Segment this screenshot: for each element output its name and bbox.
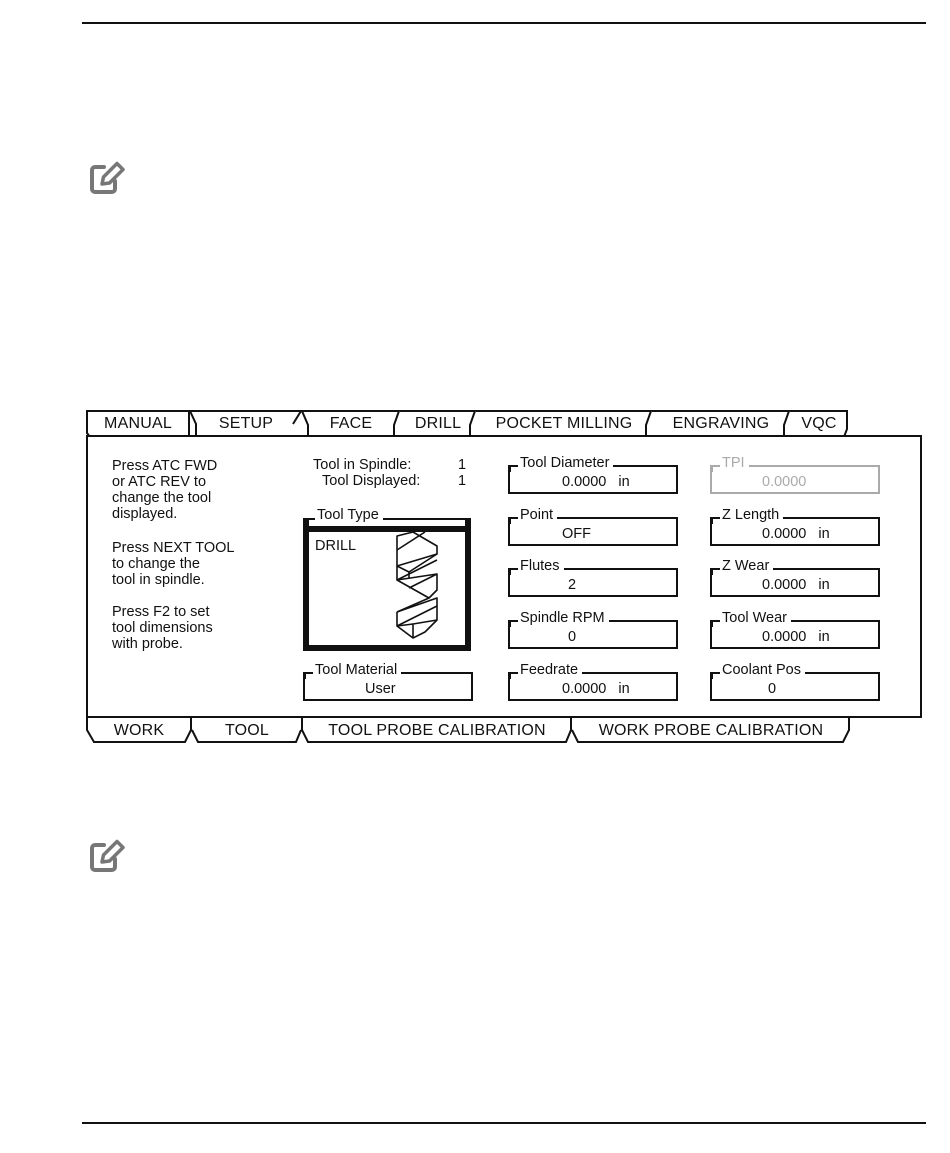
field-tick xyxy=(508,568,511,575)
field-tick xyxy=(303,672,306,679)
tab-label: MANUAL xyxy=(104,415,172,432)
field-tick xyxy=(710,672,713,679)
z-wear-value: 0.0000 in xyxy=(762,577,830,593)
tab-work-probe-calibration[interactable] xyxy=(572,718,850,744)
tab-label: VQC xyxy=(801,415,837,432)
help-text-probe: Press F2 to set tool dimensions with probe. xyxy=(112,604,213,652)
coolant-pos-value: 0 xyxy=(768,681,777,697)
z-wear-label: Z Wear xyxy=(720,558,773,574)
tab-vqc[interactable] xyxy=(790,411,848,437)
tab-label: TOOL xyxy=(224,722,270,739)
tool-displayed-label: Tool Displayed: xyxy=(322,473,421,489)
tab-engraving[interactable] xyxy=(652,411,790,437)
flutes-value: 2 xyxy=(568,577,577,593)
tab-work[interactable] xyxy=(86,718,192,744)
tool-wear-field[interactable] xyxy=(710,610,880,649)
spindle-rpm-value: 0 xyxy=(568,629,577,645)
point-value: OFF xyxy=(562,526,591,542)
tpi-label: TPI xyxy=(720,455,749,471)
coolant-pos-label: Coolant Pos xyxy=(720,662,805,678)
tool-in-spindle-label: Tool in Spindle: xyxy=(313,457,412,473)
tool-diameter-value: 0.0000 in xyxy=(562,474,630,490)
z-length-field[interactable] xyxy=(710,507,880,546)
feedrate-field[interactable] xyxy=(508,662,678,701)
tab-tool[interactable] xyxy=(192,718,302,744)
field-tick xyxy=(710,620,713,627)
field-tick xyxy=(508,672,511,679)
feedrate-label: Feedrate xyxy=(518,662,582,678)
feedrate-value: 0.0000 in xyxy=(562,681,630,697)
tool-diameter-field[interactable] xyxy=(508,455,678,494)
coolant-pos-field[interactable] xyxy=(710,662,880,701)
tab-label: POCKET MILLING xyxy=(495,415,633,432)
tool-displayed-value: 1 xyxy=(458,473,467,489)
tab-label: DRILL xyxy=(414,415,462,432)
field-tick xyxy=(508,465,511,472)
top-tab-strip xyxy=(86,411,926,437)
flutes-field[interactable] xyxy=(508,558,678,597)
field-tick xyxy=(710,465,713,472)
tab-pocket-milling[interactable] xyxy=(476,411,652,437)
tab-label: ENGRAVING xyxy=(672,415,770,432)
note-edit-icon xyxy=(88,160,128,196)
tool-type-label: Tool Type xyxy=(315,507,383,523)
field-tick xyxy=(710,568,713,575)
tab-manual[interactable] xyxy=(86,411,190,437)
z-length-label: Z Length xyxy=(720,507,783,523)
field-tick xyxy=(508,517,511,524)
tab-label: TOOL PROBE CALIBRATION xyxy=(328,722,546,739)
help-text-atc: Press ATC FWD or ATC REV to change the tool displayed. xyxy=(112,458,218,522)
tpi-value: 0.0000 xyxy=(762,474,807,490)
tool-diameter-label: Tool Diameter xyxy=(518,455,613,471)
spindle-rpm-label: Spindle RPM xyxy=(518,610,609,626)
tool-in-spindle-value: 1 xyxy=(458,457,467,473)
help-text-next-tool: Press NEXT TOOL to change the tool in spindle. xyxy=(112,540,235,588)
tab-label: SETUP xyxy=(218,415,274,432)
z-wear-field[interactable] xyxy=(710,558,880,597)
tool-type-value: DRILL xyxy=(315,538,357,554)
field-tick xyxy=(710,517,713,524)
tpi-field xyxy=(710,455,880,494)
tab-label: WORK xyxy=(113,722,165,739)
tab-face[interactable] xyxy=(302,411,400,437)
field-tick xyxy=(508,620,511,627)
tab-setup[interactable] xyxy=(190,411,302,437)
flutes-label: Flutes xyxy=(518,558,564,574)
drill-bit-icon xyxy=(389,532,445,644)
tab-drill[interactable] xyxy=(400,411,476,437)
point-label: Point xyxy=(518,507,557,523)
tab-label: FACE xyxy=(329,415,373,432)
footer-rule xyxy=(82,1122,926,1124)
tool-type-box[interactable] xyxy=(303,507,471,651)
tool-material-value: User xyxy=(365,681,396,697)
tool-type-divider xyxy=(303,526,471,532)
spindle-rpm-field[interactable] xyxy=(508,610,678,649)
point-field[interactable] xyxy=(508,507,678,546)
tool-material-field[interactable] xyxy=(303,662,473,701)
header-rule xyxy=(82,22,926,24)
bottom-tab-strip xyxy=(86,718,926,744)
tool-wear-value: 0.0000 in xyxy=(762,629,830,645)
tool-material-label: Tool Material xyxy=(313,662,401,678)
tool-wear-label: Tool Wear xyxy=(720,610,791,626)
note-edit-icon xyxy=(88,838,128,874)
tab-tool-probe-calibration[interactable] xyxy=(302,718,572,744)
tab-label: WORK PROBE CALIBRATION xyxy=(598,722,824,739)
z-length-value: 0.0000 in xyxy=(762,526,830,542)
